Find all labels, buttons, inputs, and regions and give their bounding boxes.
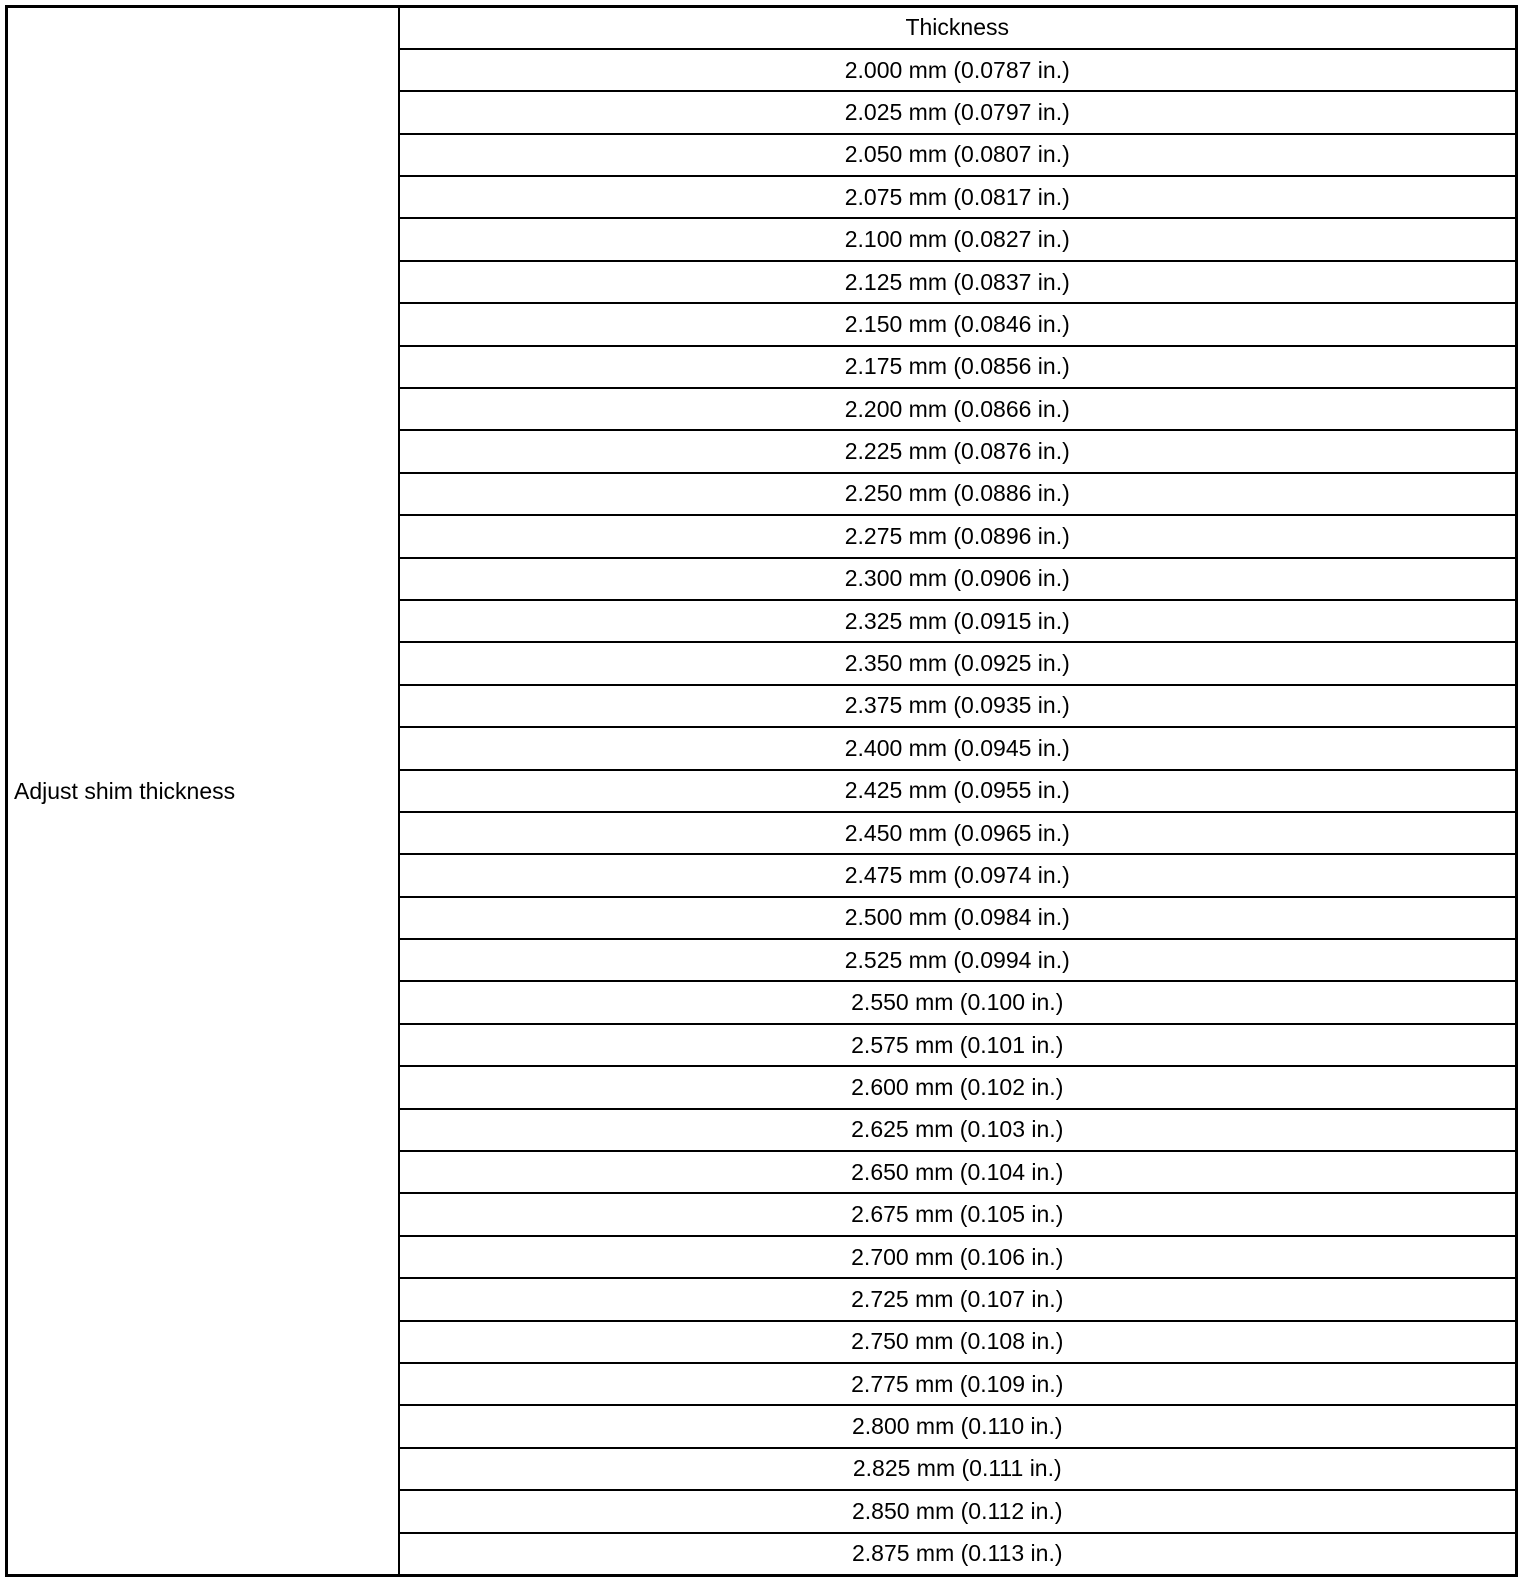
thickness-value-cell: 2.175 mm (0.0856 in.) xyxy=(399,346,1517,388)
thickness-value-cell: 2.725 mm (0.107 in.) xyxy=(399,1278,1517,1320)
thickness-value-cell: 2.400 mm (0.0945 in.) xyxy=(399,727,1517,769)
thickness-value-cell: 2.425 mm (0.0955 in.) xyxy=(399,770,1517,812)
thickness-value-cell: 2.025 mm (0.0797 in.) xyxy=(399,91,1517,133)
thickness-value-cell: 2.600 mm (0.102 in.) xyxy=(399,1066,1517,1108)
thickness-value-cell: 2.750 mm (0.108 in.) xyxy=(399,1321,1517,1363)
thickness-value-cell: 2.575 mm (0.101 in.) xyxy=(399,1024,1517,1066)
thickness-value-cell: 2.225 mm (0.0876 in.) xyxy=(399,430,1517,472)
thickness-value-cell: 2.050 mm (0.0807 in.) xyxy=(399,134,1517,176)
column-header-thickness: Thickness xyxy=(399,7,1517,49)
thickness-value-cell: 2.275 mm (0.0896 in.) xyxy=(399,515,1517,557)
thickness-value-cell: 2.850 mm (0.112 in.) xyxy=(399,1490,1517,1532)
thickness-value-cell: 2.625 mm (0.103 in.) xyxy=(399,1109,1517,1151)
thickness-value-cell: 2.100 mm (0.0827 in.) xyxy=(399,218,1517,260)
header-row xyxy=(7,7,1517,49)
thickness-value-cell: 2.125 mm (0.0837 in.) xyxy=(399,261,1517,303)
table-body xyxy=(7,7,1517,1576)
thickness-value-cell: 2.675 mm (0.105 in.) xyxy=(399,1193,1517,1235)
thickness-value-cell: 2.875 mm (0.113 in.) xyxy=(399,1533,1517,1576)
thickness-value-cell: 2.700 mm (0.106 in.) xyxy=(399,1236,1517,1278)
shim-thickness-table xyxy=(5,5,1518,1577)
thickness-value-cell: 2.350 mm (0.0925 in.) xyxy=(399,642,1517,684)
thickness-value-cell: 2.475 mm (0.0974 in.) xyxy=(399,854,1517,896)
thickness-value-cell: 2.825 mm (0.111 in.) xyxy=(399,1448,1517,1490)
thickness-value-cell: 2.250 mm (0.0886 in.) xyxy=(399,473,1517,515)
thickness-value-cell: 2.500 mm (0.0984 in.) xyxy=(399,897,1517,939)
thickness-value-cell: 2.550 mm (0.100 in.) xyxy=(399,981,1517,1023)
thickness-value-cell: 2.800 mm (0.110 in.) xyxy=(399,1405,1517,1447)
thickness-value-cell: 2.650 mm (0.104 in.) xyxy=(399,1151,1517,1193)
thickness-value-cell: 2.325 mm (0.0915 in.) xyxy=(399,600,1517,642)
thickness-value-cell: 2.300 mm (0.0906 in.) xyxy=(399,558,1517,600)
row-label-cell: Adjust shim thickness xyxy=(7,7,399,1576)
thickness-value-cell: 2.450 mm (0.0965 in.) xyxy=(399,812,1517,854)
thickness-value-cell: 2.075 mm (0.0817 in.) xyxy=(399,176,1517,218)
thickness-value-cell: 2.775 mm (0.109 in.) xyxy=(399,1363,1517,1405)
thickness-value-cell: 2.150 mm (0.0846 in.) xyxy=(399,303,1517,345)
thickness-value-cell: 2.375 mm (0.0935 in.) xyxy=(399,685,1517,727)
thickness-value-cell: 2.000 mm (0.0787 in.) xyxy=(399,49,1517,91)
thickness-value-cell: 2.525 mm (0.0994 in.) xyxy=(399,939,1517,981)
thickness-value-cell: 2.200 mm (0.0866 in.) xyxy=(399,388,1517,430)
